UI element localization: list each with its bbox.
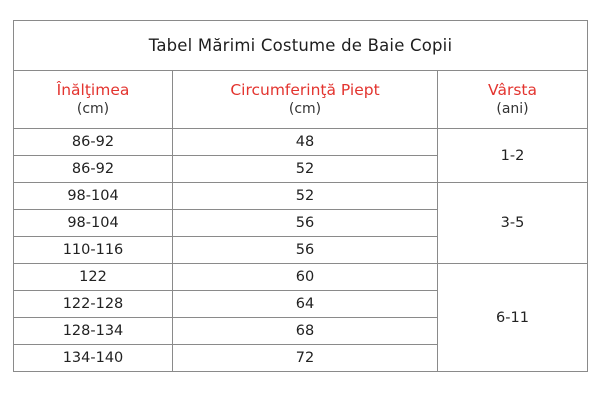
header-chest (173, 71, 438, 129)
chest-cell: 48 (173, 129, 438, 156)
size-chart-table (13, 20, 588, 372)
height-cell: 110-116 (14, 237, 173, 264)
height-cell: 98-104 (14, 183, 173, 210)
age-cell: 1-2 (438, 129, 588, 183)
table-row (14, 129, 588, 156)
height-cell: 98-104 (14, 210, 173, 237)
age-cell: 6-11 (438, 264, 588, 372)
chest-cell: 56 (173, 210, 438, 237)
height-cell: 86-92 (14, 129, 173, 156)
header-height-unit: (cm) (76, 100, 110, 117)
header-height-label: Înălţimea (56, 80, 130, 99)
header-age-label: Vârsta (488, 80, 537, 99)
table-row (14, 183, 588, 210)
chest-cell: 68 (173, 318, 438, 345)
header-age-unit: (ani) (496, 100, 529, 117)
header-height (14, 71, 173, 129)
chest-cell: 52 (173, 156, 438, 183)
chest-cell: 52 (173, 183, 438, 210)
title-row (14, 21, 588, 71)
header-row (14, 71, 588, 129)
header-age (438, 71, 588, 129)
chest-cell: 64 (173, 291, 438, 318)
height-cell: 122-128 (14, 291, 173, 318)
chest-cell: 60 (173, 264, 438, 291)
chest-cell: 72 (173, 345, 438, 372)
table-row (14, 264, 588, 291)
table-title: Tabel Mărimi Costume de Baie Copii (14, 21, 588, 71)
height-cell: 122 (14, 264, 173, 291)
height-cell: 86-92 (14, 156, 173, 183)
height-cell: 134-140 (14, 345, 173, 372)
chest-cell: 56 (173, 237, 438, 264)
age-cell: 3-5 (438, 183, 588, 264)
header-chest-unit: (cm) (288, 100, 322, 117)
height-cell: 128-134 (14, 318, 173, 345)
header-chest-label: Circumferinţă Piept (230, 80, 380, 99)
